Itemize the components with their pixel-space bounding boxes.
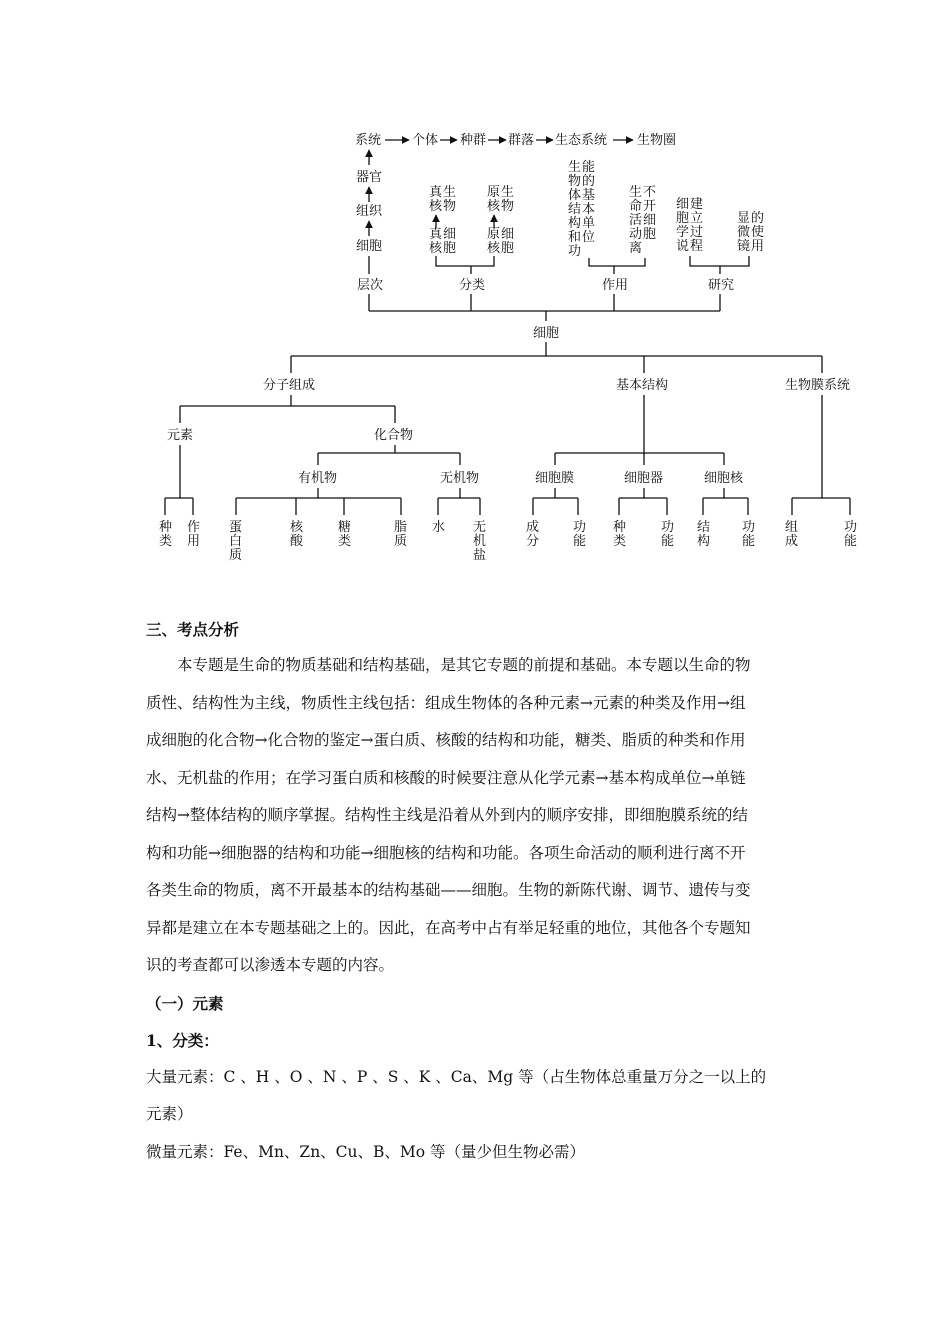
vchar: 胞 [676, 211, 690, 226]
vchar: 盐 [473, 548, 487, 563]
document-body [146, 612, 810, 1171]
node-prokaryote [487, 184, 518, 214]
vchar: 单 [582, 216, 596, 231]
vchar: 说 [676, 239, 690, 254]
node-research-2 [737, 211, 768, 254]
para-line: 结构→整体结构的顺序掌握。结构性主线是沿着从外到内的顺序安排，即细胞膜系统的结 [146, 806, 748, 824]
vchar: 蛋 [229, 520, 243, 535]
vchar: 物 [443, 199, 457, 214]
vchar: 种 [613, 520, 627, 535]
leaf-kind [159, 520, 176, 549]
vchar: 物 [568, 174, 582, 189]
macro-elements-line: 大量元素：C 、H 、O 、N 、P 、S 、K 、Ca、Mg 等（占生物体总重量万分之一以上的 [146, 1067, 767, 1086]
vchar: 质 [394, 534, 408, 549]
vchar: 基 [582, 188, 596, 203]
vchar: 的 [582, 174, 596, 189]
node-function-1 [568, 159, 599, 259]
vchar: 原 [487, 185, 501, 200]
para-line: 构和功能→细胞器的结构和功能→细胞核的结构和功能。各项生命活动的顺利进行离不开 [146, 843, 746, 862]
node-function-2 [629, 184, 660, 256]
leaf-nucleic-acid [290, 519, 307, 549]
vchar: 类 [338, 534, 352, 549]
vchar: 构 [697, 534, 711, 549]
vchar: 白 [229, 534, 243, 549]
vchar: 和 [568, 230, 582, 245]
cell-concept-diagram [0, 0, 950, 600]
node-element: 元素 [167, 428, 194, 443]
vchar: 原 [487, 227, 501, 242]
para-line: 质性、结构性为主线，物质性主线包括：组成生物体的各种元素→元素的种类及作用→组 [146, 693, 746, 712]
vchar: 使 [751, 225, 765, 240]
label-function: 作用 [602, 278, 629, 293]
label-research: 研究 [708, 278, 735, 293]
para-line: 本专题是生命的物质基础和结构基础，是其它专题的前提和基础。本专题以生命的物 [177, 656, 751, 674]
node-cell-membrane: 细胞膜 [535, 471, 575, 486]
node-organ: 器官 [356, 170, 383, 185]
vchar: 能 [742, 534, 756, 549]
vchar: 能 [582, 160, 596, 175]
vchar: 核 [429, 241, 443, 256]
leaf-ms-comp [785, 520, 802, 549]
vchar: 类 [159, 534, 173, 549]
leaf-org-kind [613, 520, 630, 549]
para-line: 水、无机盐的作用；在学习蛋白质和核酸的时候要注意从化学元素→基本构成单位→单链 [146, 768, 746, 787]
analysis-paragraph [146, 647, 810, 985]
vchar: 生 [629, 185, 643, 200]
vchar: 能 [573, 534, 587, 549]
vchar: 立 [690, 211, 704, 226]
vchar: 细 [443, 227, 457, 242]
node-cell-small: 细胞 [356, 239, 383, 254]
vchar: 成 [785, 534, 799, 549]
node-community: 群落 [508, 133, 535, 148]
vchar: 细 [676, 197, 690, 212]
vchar: 组 [785, 520, 799, 535]
vchar: 功 [844, 520, 858, 535]
vchar: 核 [429, 199, 443, 214]
vchar: 生 [501, 185, 515, 200]
bracket [589, 258, 645, 266]
leaf-sugar [338, 519, 355, 549]
vchar: 命 [629, 199, 643, 214]
vchar: 核 [487, 199, 501, 214]
micro-elements-line: 微量元素：Fe、Mn、Zn、Cu、B、Mo 等（量少但生物必需） [146, 1142, 586, 1161]
leaf-org-func [661, 520, 678, 549]
node-research-1 [676, 196, 707, 254]
node-nucleus: 细胞核 [704, 471, 744, 486]
node-biosphere: 生物圈 [637, 133, 677, 148]
vchar: 体 [568, 188, 582, 203]
vchar: 结 [697, 520, 711, 535]
vchar: 胞 [443, 241, 457, 256]
leaf-mem-comp [526, 519, 543, 549]
node-basic-structure: 基本结构 [616, 378, 669, 393]
vchar: 细 [643, 213, 657, 228]
vchar: 细 [501, 227, 515, 242]
vchar: 学 [676, 225, 690, 240]
label-level: 层次 [357, 278, 384, 293]
vchar: 显 [737, 211, 751, 226]
leaf-protein [229, 520, 246, 563]
vchar: 胞 [643, 227, 657, 242]
node-tissue: 组织 [356, 204, 383, 219]
vchar: 镜 [737, 239, 751, 254]
node-cell: 细胞 [533, 326, 560, 341]
vchar: 动 [629, 227, 643, 242]
leaf-role [187, 520, 204, 549]
para-line: 成细胞的化合物→化合物的鉴定→蛋白质、核酸的结构和功能，糖类、脂质的种类和作用 [146, 731, 746, 749]
vchar: 能 [844, 534, 858, 549]
macro-elements-line-2: 元素） [146, 1105, 193, 1123]
vchar: 程 [690, 239, 704, 254]
vchar: 不 [643, 185, 657, 200]
vchar: 用 [187, 534, 201, 549]
vchar: 用 [751, 239, 765, 254]
para-line: 异都是建立在本专题基础之上的。因此，在高考中占有举足轻重的地位，其他各个专题知 [146, 918, 751, 937]
vchar: 核 [290, 520, 304, 535]
vchar: 的 [751, 211, 765, 226]
leaf-salt [473, 520, 490, 563]
vchar: 核 [487, 241, 501, 256]
vchar: 脂 [394, 520, 408, 535]
para-line: 各类生命的物质，离不开最基本的结构基础——细胞。生物的新陈代谢、调节、遗传与变 [146, 881, 751, 899]
vchar: 胞 [501, 241, 515, 256]
leaf-nuc-struct [697, 519, 714, 549]
bracket [690, 256, 749, 266]
vchar: 过 [690, 225, 704, 240]
para-line: 识的考查都可以渗透本专题的内容。 [146, 956, 395, 974]
vchar: 位 [582, 230, 596, 245]
leaf-water: 水 [432, 520, 446, 535]
node-organic: 有机物 [298, 471, 338, 486]
vchar: 生 [568, 160, 582, 175]
vchar: 糖 [338, 520, 352, 535]
vchar: 无 [473, 520, 487, 535]
leaf-nuc-func [742, 520, 759, 549]
vchar: 开 [643, 199, 657, 214]
leaf-mem-func [573, 520, 590, 549]
label-classification: 分类 [459, 278, 486, 293]
vchar: 功 [573, 520, 587, 535]
node-prokaryote-cell [487, 227, 518, 256]
node-individual: 个体 [412, 133, 439, 148]
vchar: 能 [661, 534, 675, 549]
node-molecular: 分子组成 [263, 378, 316, 393]
node-organelle: 细胞器 [624, 471, 664, 486]
vchar: 构 [568, 216, 582, 231]
node-eukaryote-cell [429, 227, 460, 256]
vchar: 活 [629, 213, 643, 228]
vchar: 类 [613, 534, 627, 549]
node-inorganic: 无机物 [440, 471, 480, 486]
vchar: 作 [187, 520, 201, 535]
vchar: 机 [473, 534, 487, 549]
vchar: 微 [737, 225, 751, 240]
vchar: 物 [501, 199, 515, 214]
vchar: 质 [229, 548, 243, 563]
vchar: 离 [629, 241, 643, 256]
vchar: 成 [526, 520, 540, 535]
leaf-ms-func [844, 520, 861, 549]
bracket [436, 256, 494, 266]
vchar: 功 [568, 244, 582, 259]
vchar: 生 [443, 185, 457, 200]
node-eukaryote [429, 184, 460, 214]
subheading-classification: 1、分类： [146, 1030, 219, 1050]
vchar: 酸 [290, 534, 304, 549]
vchar: 功 [661, 520, 675, 535]
vchar: 真 [429, 185, 443, 200]
section-heading: 三、考点分析 [146, 620, 240, 639]
node-ecosystem: 生态系统 [555, 133, 608, 148]
vchar: 建 [690, 197, 704, 212]
vchar: 结 [568, 202, 582, 217]
vchar: 种 [159, 520, 173, 535]
node-membrane-system: 生物膜系统 [785, 378, 851, 393]
vchar: 分 [526, 534, 540, 549]
node-system: 系统 [355, 133, 382, 148]
vchar: 本 [582, 202, 596, 217]
node-population: 种群 [460, 133, 487, 148]
vchar: 功 [742, 520, 756, 535]
vchar: 真 [429, 227, 443, 242]
subheading-elements: （一）元素 [146, 993, 224, 1013]
node-compound: 化合物 [374, 428, 414, 443]
leaf-lipid [394, 519, 411, 549]
